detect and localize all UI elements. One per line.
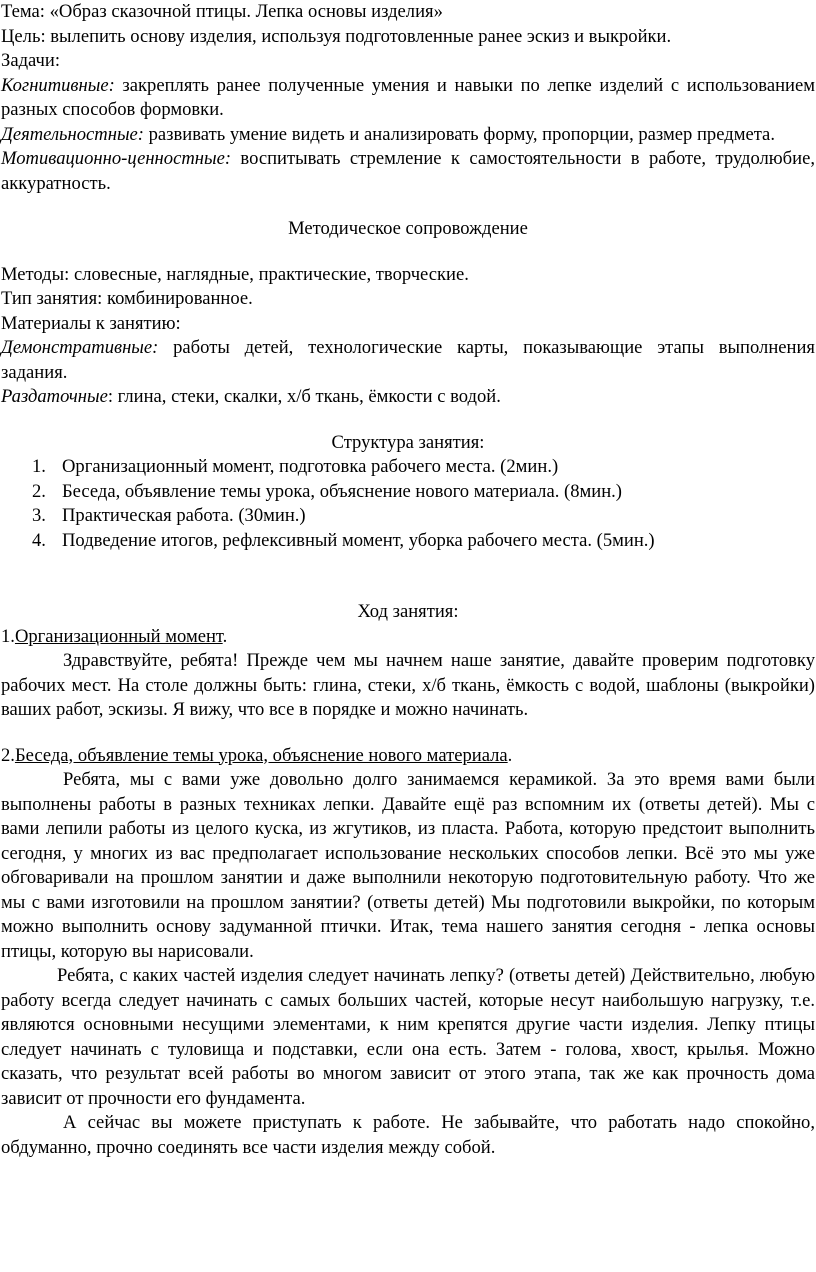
materials-demo [0,336,816,385]
spacer [0,723,816,744]
structure-item-number: 2. [32,480,46,502]
structure-item-number: 4. [32,529,46,551]
tasks-heading: Задачи: [1,50,61,71]
section2-paragraph-3: А сейчас вы можете приступать к работе. Не забывайте, что работать надо спокойно, обдуманно, прочно соединять все части изделия между собой. [1,1112,815,1158]
methods-line: Методы: словесные, наглядные, практические, творческие. [1,263,469,285]
structure-item-text: Подведение итогов, рефлексивный момент, уборка рабочего места. (5мин.) [62,529,655,551]
materials-heading: Материалы к занятию: [1,312,181,334]
task-activity-text: развивать умение видеть и анализировать форму, пропорции, размер предмета. [143,123,775,145]
task-motivation-label: Мотивационно-ценностные: [1,148,232,169]
structure-item [0,504,816,529]
materials-handout-text: : глина, стеки, скалки, х/б ткань, ёмкости с водой. [107,386,501,407]
section1-number: 1. [1,625,15,647]
section1-heading [0,625,816,650]
task-cognitive-text: закреплять ранее полученные умения и навыки по лепке изделий с использованием разных способов формовки. [1,74,815,120]
lesson-type-line: Тип занятия: комбинированное. [1,288,253,309]
spacer [0,242,816,263]
topic-text: «Образ сказочной птицы. Лепка основы изделия» [49,1,443,22]
task-motivation-text: воспитывать стремление к самостоятельности в работе, трудолюбие, аккуратность. [1,148,815,194]
section2-paragraph-1: Ребята, мы с вами уже довольно долго занимаемся керамикой. За это время вами были выполнены работы в разных техниках лепки. Давайте ещё раз вспомним их (ответы детей). Мы с вами лепили работы из целого куска, из жгутиков, из пласта. Работа, которую предстоит выполнить сегодня, у многих из вас предполагает использование нескольких способов лепки. Всё это мы уже обговаривали на прошлом занятии и даже выполнили некоторую подготовительную работу. Что же мы с вами изготовили на прошлом занятии? (ответы детей) Мы подготовили выкройки, по которым можно выполнить основу задуманной птички. Итак, тема нашего занятия сегодня - лепка основы птицы, которую вы нарисовали. [1,769,815,962]
materials-demo-text: работы детей, технологические карты, показывающие этапы выполнения задания. [1,337,815,383]
task-activity [0,123,816,148]
structure-item-number: 1. [32,456,46,477]
task-cognitive [0,74,816,123]
structure-heading: Структура занятия: [331,431,485,453]
goal-line [0,25,816,50]
topic-line [0,0,816,25]
goal-label: Цель: [1,25,51,47]
spacer [0,196,816,217]
spacer [0,410,816,431]
structure-list [0,455,816,553]
structure-item [0,480,816,505]
goal-text: вылепить основу изделия, используя подготовленные ранее эскиз и выкройки. [50,25,672,47]
section2-paragraph-2: Ребята, с каких частей изделия следует начинать лепку? (ответы детей) Действительно, любую работу всегда следует начинать с самых больших частей, которые несут наибольшую нагрузку, т.е. являются основными несущими элементами, к ним крепятся другие части изделия. Лепку птицы следует начинать с туловища и подставки, если она есть. Затем - голова, хвост, крылья. Можно сказать, что результат всей работы во многом зависит от этого этапа, так же как прочность дома зависит от прочности его фундамента. [1,965,815,1109]
section2-title: Беседа, объявление темы урока, объяснение нового материала [14,744,508,766]
section1-title: Организационный момент [14,625,223,647]
structure-item [0,529,816,554]
structure-item-number: 3. [32,505,46,526]
spacer [0,553,816,600]
structure-item-text: Организационный момент, подготовка рабочего места. (2мин.) [62,456,559,477]
structure-item-text: Практическая работа. (30мин.) [62,505,306,526]
course-heading: Ход занятия: [357,601,459,622]
task-motivation [0,147,816,196]
section2-number: 2. [1,744,15,766]
section2-dot: . [507,744,513,766]
section1-paragraph: Здравствуйте, ребята! Прежде чем мы начнем наше занятие, давайте проверим подготовку рабочих мест. На столе должны быть: глина, стеки, х/б ткань, ёмкость с водой, шаблоны (выкройки) ваших работ, эскизы. Я вижу, что все в порядке и можно начинать. [1,650,815,720]
section2-heading [0,744,816,769]
materials-handout-label: Раздаточные [1,386,108,407]
methodical-heading: Методическое сопровождение [288,218,528,239]
section1-dot: . [222,625,228,647]
structure-item [0,455,816,480]
materials-handout [0,385,816,410]
structure-item-text: Беседа, объявление темы урока, объяснение нового материала. (8мин.) [62,480,622,502]
materials-demo-label: Демонстративные: [1,337,159,358]
task-activity-label: Деятельностные: [1,123,144,145]
topic-label: Тема: [1,1,50,22]
task-cognitive-label: Когнитивные: [1,74,115,96]
